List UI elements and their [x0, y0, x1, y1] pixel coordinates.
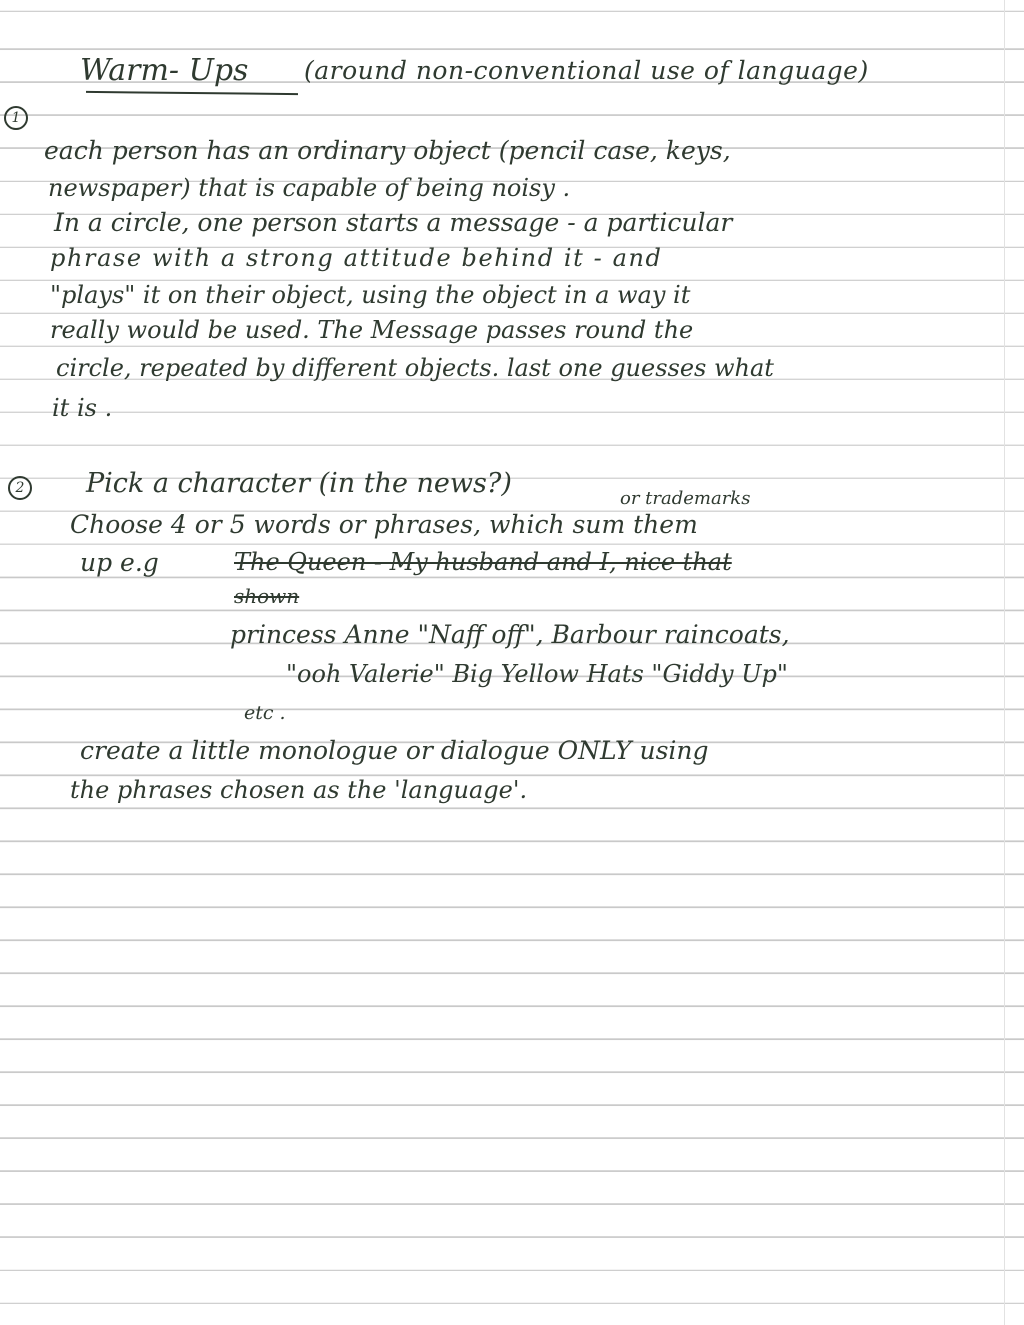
- section-1-line-2: newspaper) that is capable of being noisy .: [48, 174, 571, 202]
- section-1-line-1: each person has an ordinary object (pencil case, keys,: [44, 136, 731, 165]
- section-2-line-1: Pick a character (in the news?): [86, 468, 512, 499]
- example-line-2: "ooh Valerie" Big Yellow Hats "Giddy Up": [286, 660, 788, 688]
- section-1-line-8: it is .: [52, 394, 113, 422]
- crossed-out-example-2: shown: [234, 584, 300, 608]
- example-line-1: princess Anne "Naff off", Barbour raincoats,: [230, 620, 790, 649]
- section-1-line-5: "plays" it on their object, using the object in a way it: [50, 281, 691, 309]
- section-2-line-2: Choose 4 or 5 words or phrases, which sum them: [70, 510, 698, 539]
- example-etc: etc .: [244, 702, 286, 724]
- section-1-line-7: circle, repeated by different objects. last one guesses what: [56, 354, 774, 382]
- page-title: Warm- Ups: [80, 53, 249, 88]
- section-2-insert: or trademarks: [620, 488, 751, 509]
- closing-line-2: the phrases chosen as the 'language'.: [70, 776, 528, 804]
- page-subtitle: (around non-conventional use of language): [304, 56, 869, 85]
- crossed-out-example: The Queen - My husband and I, nice that: [234, 548, 732, 576]
- section-2-number: 2: [8, 476, 32, 500]
- section-1-number: 1: [4, 106, 28, 130]
- section-1-line-4: phrase with a strong attitude behind it - and: [50, 244, 663, 272]
- page-edge-rule: [1004, 0, 1005, 1325]
- section-1-line-6: really would be used. The Message passes round the: [50, 316, 694, 344]
- section-1-line-3: In a circle, one person starts a message - a particular: [54, 208, 733, 237]
- closing-line-1: create a little monologue or dialogue ONLY using: [80, 736, 709, 765]
- title-underline: [86, 91, 298, 95]
- section-2-line-3-prefix: up e.g: [80, 548, 159, 577]
